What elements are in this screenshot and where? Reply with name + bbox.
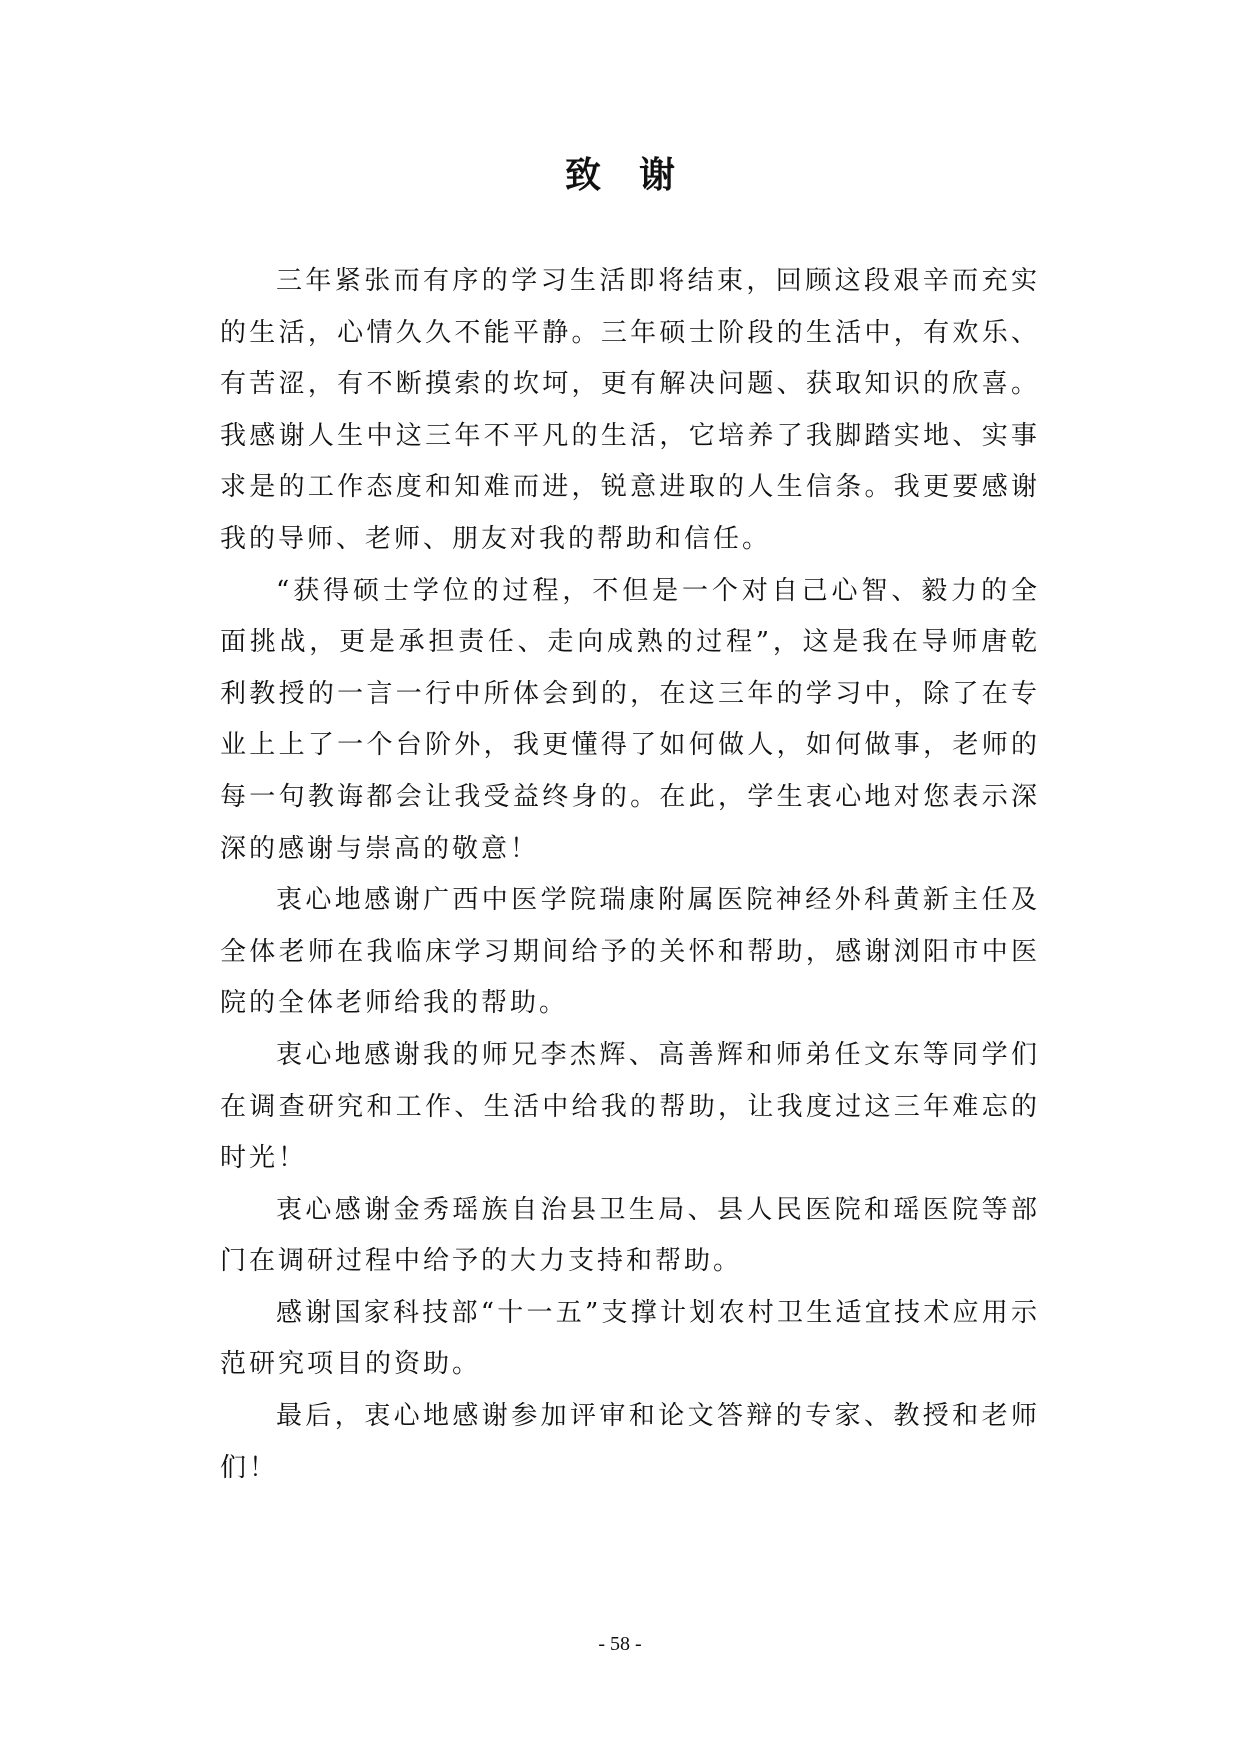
acknowledgement-body (220, 256, 1040, 1494)
page-title: 致谢 (564, 155, 713, 196)
paragraph-2: “获得硕士学位的过程，不但是一个对自己心智、毅力的全面挑战，更是承担责任、走向成熟的过程”，这是我在导师唐乾利教授的一言一行中所体会到的，在这三年的学习中，除了在专业上上了一个台阶外，我更懂得了如何做人，如何做事，老师的每一句教诲都会让我受益终身的。在此，学生衷心地对您表示深深的感谢与崇高的敬意！ (220, 575, 1040, 864)
paragraph-3: 衷心地感谢广西中医学院瑞康附属医院神经外科黄新主任及全体老师在我临床学习期间给予的关怀和帮助，感谢浏阳市中医院的全体老师给我的帮助。 (220, 885, 1040, 1019)
paragraph-5: 衷心感谢金秀瑶族自治县卫生局、县人民医院和瑶医院等部门在调研过程中给予的大力支持和帮助。 (220, 1194, 1040, 1277)
page-number: - 58 - (598, 1633, 642, 1655)
paragraph-4: 衷心地感谢我的师兄李杰辉、高善辉和师弟任文东等同学们在调查研究和工作、生活中给我的帮助，让我度过这三年难忘的时光！ (220, 1039, 1040, 1174)
paragraph-7: 最后，衷心地感谢参加评审和论文答辩的专家、教授和老师们！ (220, 1401, 1040, 1483)
paragraph-6: 感谢国家科技部“十一五”支撑计划农村卫生适宜技术应用示范研究项目的资助。 (220, 1297, 1040, 1380)
paragraph-1: 三年紧张而有序的学习生活即将结束，回顾这段艰辛而充实的生活，心情久久不能平静。三年硕士阶段的生活中，有欢乐、有苦涩，有不断摸索的坎坷，更有解决问题、获取知识的欣喜。我感谢人生中这三年不平凡的生活，它培养了我脚踏实地、实事求是的工作态度和知难而进，锐意进取的人生信条。我更要感谢我的导师、老师、朋友对我的帮助和信任。 (220, 266, 1040, 554)
